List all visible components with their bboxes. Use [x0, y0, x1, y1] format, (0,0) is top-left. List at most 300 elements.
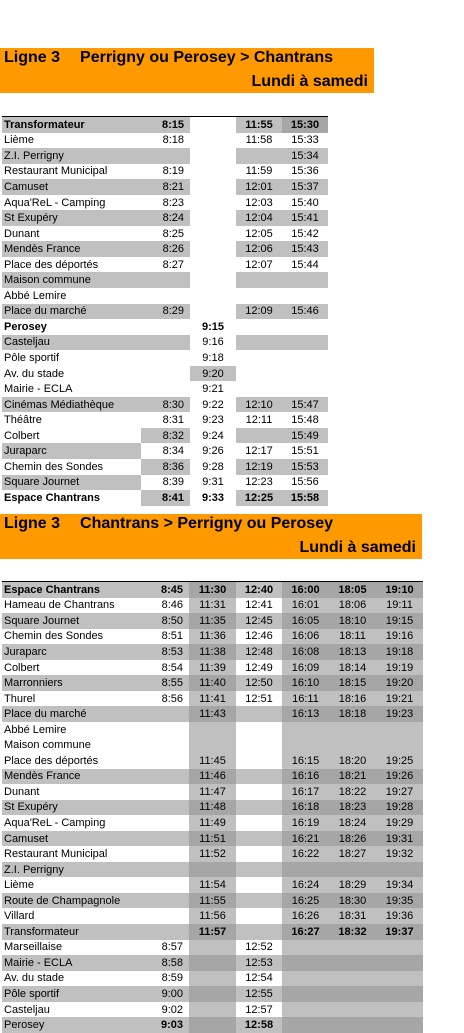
departure-time: 15:44: [291, 258, 319, 271]
table-row: [2, 908, 423, 924]
departure-time: [376, 862, 423, 878]
stop-name: Lième: [4, 134, 34, 147]
departure-time: [376, 971, 423, 987]
table-row: [2, 272, 328, 288]
departure-time: [329, 1017, 376, 1033]
departure-time: 12:46: [245, 630, 273, 643]
departure-time: 11:55: [236, 117, 282, 133]
table-row: [2, 490, 328, 506]
section1-days: Lundi à samedi: [251, 73, 368, 90]
departure-time: 8:15: [141, 117, 190, 133]
departure-time: 9:03: [141, 1017, 189, 1033]
departure-time: 15:36: [291, 165, 319, 178]
departure-time: 12:03: [245, 196, 273, 209]
departure-time: [190, 164, 236, 180]
departure-time: 12:45: [236, 613, 282, 629]
departure-time: [236, 753, 282, 769]
departure-time: 16:06: [282, 629, 329, 645]
departure-time: 8:56: [161, 692, 183, 705]
departure-time: 18:32: [329, 924, 376, 940]
departure-time: 8:25: [162, 227, 184, 240]
departure-time: 18:27: [329, 846, 376, 862]
line-label: Ligne 3: [4, 49, 61, 66]
table-row: [2, 862, 423, 878]
table-row: [2, 831, 423, 847]
departure-time: [236, 319, 282, 335]
departure-time: [282, 862, 329, 878]
departure-time: [376, 1002, 423, 1018]
departure-time: 15:41: [282, 210, 328, 226]
stop-name: Cinémas Médiathèque: [2, 397, 141, 413]
stop-name: Mairie - ECLA: [4, 383, 73, 396]
table-row: [2, 179, 328, 195]
departure-time: [141, 846, 189, 862]
table-row: [2, 815, 423, 831]
departure-time: 8:55: [141, 675, 189, 691]
table-row: [2, 133, 328, 149]
stop-name: Restaurant Municipal: [4, 165, 108, 178]
departure-time: 8:39: [162, 476, 184, 489]
departure-time: 11:31: [189, 598, 236, 614]
departure-time: 12:11: [245, 414, 273, 427]
stop-name: Lième: [4, 879, 34, 892]
table-row: [2, 784, 423, 800]
departure-time: 18:15: [329, 675, 376, 691]
departure-time: 15:43: [282, 241, 328, 257]
departure-time: [376, 955, 423, 971]
departure-time: 11:40: [189, 675, 236, 691]
departure-time: 16:17: [282, 784, 329, 800]
stop-name: Camuset: [2, 831, 141, 847]
departure-time: 19:21: [376, 691, 423, 707]
departure-time: [190, 288, 236, 304]
departure-time: 18:11: [329, 629, 376, 645]
departure-time: [329, 862, 376, 878]
stop-name: Transformateur: [2, 117, 141, 133]
stop-name: Pôle sportif: [4, 351, 60, 364]
departure-time: [282, 335, 328, 351]
departure-time: [190, 195, 236, 211]
departure-time: 9:22: [202, 398, 224, 411]
departure-time: 8:57: [161, 941, 183, 954]
table-row: [2, 226, 328, 242]
table-row: [2, 986, 423, 1002]
table-row: [2, 241, 328, 257]
departure-time: [141, 908, 189, 924]
departure-time: [141, 924, 189, 940]
departure-time: 12:06: [236, 241, 282, 257]
departure-time: 16:01: [282, 598, 329, 614]
table-row: [2, 613, 423, 629]
section2-banner: [0, 514, 422, 559]
departure-time: 11:55: [189, 893, 236, 909]
departure-time: [141, 350, 190, 366]
departure-time: 18:23: [329, 800, 376, 816]
departure-time: 11:38: [189, 644, 236, 660]
departure-time: [236, 877, 282, 893]
table-row: [2, 304, 328, 320]
departure-time: 18:06: [329, 598, 376, 614]
table-row: [2, 940, 423, 956]
departure-time: [190, 148, 236, 164]
departure-time: 9:28: [202, 460, 224, 473]
table-row: [2, 117, 328, 133]
departure-time: 19:16: [376, 629, 423, 645]
departure-time: 8:31: [162, 414, 184, 427]
departure-time: [190, 272, 236, 288]
table-row: [2, 1002, 423, 1018]
stop-name: Restaurant Municipal: [4, 848, 108, 861]
departure-time: 19:26: [376, 769, 423, 785]
departure-time: 15:51: [291, 445, 319, 458]
departure-time: 8:29: [141, 304, 190, 320]
departure-time: 12:07: [245, 258, 273, 271]
departure-time: 19:25: [376, 753, 423, 769]
table-row: [2, 877, 423, 893]
table-row: [2, 955, 423, 971]
departure-time: 19:19: [376, 660, 423, 676]
stop-name: Av. du stade: [4, 367, 65, 380]
departure-time: [141, 769, 189, 785]
table-row: [2, 598, 423, 614]
departure-time: 8:34: [162, 445, 184, 458]
departure-time: [236, 737, 282, 753]
departure-time: 19:20: [376, 675, 423, 691]
table-row: [2, 722, 423, 738]
departure-time: 16:11: [282, 691, 329, 707]
stop-name: Route de Champagnole: [2, 893, 141, 909]
stop-name: Maison commune: [2, 272, 141, 288]
departure-time: 16:09: [282, 660, 329, 676]
departure-time: [189, 986, 236, 1002]
departure-time: [236, 862, 282, 878]
departure-time: [282, 366, 328, 382]
route-label: Perrigny ou Perosey > Chantrans: [80, 49, 333, 66]
departure-time: 8:51: [161, 630, 183, 643]
stop-name: Casteljau: [4, 1003, 50, 1016]
departure-time: 19:29: [376, 815, 423, 831]
stop-name: Chemin des Sondes: [4, 630, 104, 643]
table-row: [2, 397, 328, 413]
departure-time: [236, 784, 282, 800]
departure-time: 8:46: [161, 599, 183, 612]
departure-time: [190, 257, 236, 273]
departure-time: 19:28: [376, 800, 423, 816]
departure-time: 12:09: [236, 304, 282, 320]
departure-time: 12:40: [236, 582, 282, 598]
departure-time: [376, 986, 423, 1002]
table-row: [2, 428, 328, 444]
stop-name: Espace Chantrans: [4, 491, 100, 504]
departure-time: [236, 428, 282, 444]
departure-time: [236, 366, 282, 382]
departure-time: [190, 179, 236, 195]
departure-time: 19:27: [376, 784, 423, 800]
departure-time: 8:59: [161, 972, 183, 985]
stop-name: Colbert: [4, 661, 40, 674]
table-row: [2, 706, 423, 722]
table-row: [2, 1017, 423, 1033]
departure-time: 16:24: [282, 877, 329, 893]
departure-time: [329, 737, 376, 753]
departure-time: 16:22: [282, 846, 329, 862]
departure-time: [141, 381, 190, 397]
departure-time: 19:10: [376, 582, 423, 598]
stop-name: Hameau de Chantrans: [4, 599, 115, 612]
departure-time: 12:50: [236, 675, 282, 691]
table-row: [2, 737, 423, 753]
table-row: [2, 769, 423, 785]
table-row: [2, 319, 328, 335]
departure-time: [141, 815, 189, 831]
departure-time: 16:05: [282, 613, 329, 629]
departure-time: 18:16: [329, 691, 376, 707]
stop-name: Place des déportés: [4, 258, 99, 271]
table-row: [2, 335, 328, 351]
departure-time: [141, 800, 189, 816]
departure-time: 15:46: [282, 304, 328, 320]
stop-name: Place des déportés: [4, 754, 99, 767]
departure-time: [236, 335, 282, 351]
section2-title: [4, 515, 333, 533]
departure-time: [236, 893, 282, 909]
departure-time: 15:42: [291, 227, 319, 240]
departure-time: 11:46: [189, 769, 236, 785]
departure-time: [190, 117, 236, 133]
stop-name: Abbé Lemire: [4, 289, 67, 302]
section1-title: [4, 49, 333, 67]
departure-time: [141, 366, 190, 382]
departure-time: 8:19: [162, 165, 184, 178]
departure-time: 8:45: [141, 582, 189, 598]
departure-time: [282, 272, 328, 288]
table-row: [2, 164, 328, 180]
departure-time: 11:39: [189, 660, 236, 676]
departure-time: [189, 737, 236, 753]
departure-time: 18:14: [329, 660, 376, 676]
stop-name: Place du marché: [2, 706, 141, 722]
table-row: [2, 691, 423, 707]
departure-time: 8:36: [141, 459, 190, 475]
departure-time: [141, 706, 189, 722]
departure-time: 16:13: [282, 706, 329, 722]
departure-time: [282, 986, 329, 1002]
stop-name: Square Journet: [2, 475, 141, 491]
departure-time: 15:58: [282, 490, 328, 506]
timetable-section1: [2, 116, 328, 506]
departure-time: [141, 893, 189, 909]
departure-time: [236, 815, 282, 831]
departure-time: 12:04: [236, 210, 282, 226]
table-row: [2, 366, 328, 382]
departure-time: 9:21: [202, 383, 224, 396]
departure-time: 11:35: [189, 613, 236, 629]
stop-name: Square Journet: [2, 613, 141, 629]
departure-time: [190, 241, 236, 257]
departure-time: [190, 304, 236, 320]
departure-time: 19:15: [376, 613, 423, 629]
stop-name: Abbé Lemire: [4, 723, 67, 736]
departure-time: 15:40: [291, 196, 319, 209]
table-row: [2, 846, 423, 862]
departure-time: [236, 288, 282, 304]
table-row: [2, 800, 423, 816]
departure-time: 15:56: [291, 476, 319, 489]
departure-time: 18:22: [329, 784, 376, 800]
departure-time: 16:18: [282, 800, 329, 816]
departure-time: 11:52: [189, 846, 236, 862]
departure-time: 11:56: [189, 908, 236, 924]
table-row: [2, 660, 423, 676]
departure-time: [141, 722, 189, 738]
stop-name: Z.I. Perrigny: [2, 862, 141, 878]
departure-time: 11:43: [189, 706, 236, 722]
stop-name: Av. du stade: [4, 972, 65, 985]
departure-time: 12:25: [236, 490, 282, 506]
departure-time: [190, 133, 236, 149]
departure-time: 12:58: [236, 1017, 282, 1033]
departure-time: [282, 1002, 329, 1018]
departure-time: 19:36: [376, 908, 423, 924]
departure-time: 19:18: [376, 644, 423, 660]
departure-time: 11:49: [189, 815, 236, 831]
departure-time: 11:54: [189, 877, 236, 893]
departure-time: 16:21: [282, 831, 329, 847]
line-label: Ligne 3: [4, 515, 61, 532]
departure-time: [141, 335, 190, 351]
departure-time: [189, 862, 236, 878]
departure-time: 9:33: [201, 491, 225, 504]
stop-name: Pôle sportif: [2, 986, 141, 1002]
stop-name: Théâtre: [4, 414, 42, 427]
departure-time: 18:18: [329, 706, 376, 722]
departure-time: 8:24: [141, 210, 190, 226]
departure-time: [190, 210, 236, 226]
departure-time: 9:26: [202, 445, 224, 458]
departure-time: [141, 272, 190, 288]
departure-time: [376, 722, 423, 738]
departure-time: 18:13: [329, 644, 376, 660]
departure-time: 9:23: [202, 414, 224, 427]
departure-time: [190, 226, 236, 242]
departure-time: [189, 940, 236, 956]
departure-time: 15:48: [291, 414, 319, 427]
departure-time: [236, 272, 282, 288]
departure-time: [236, 846, 282, 862]
section2-days: Lundi à samedi: [299, 539, 416, 556]
departure-time: [236, 706, 282, 722]
stop-name: Place du marché: [2, 304, 141, 320]
stop-name: Juraparc: [2, 644, 141, 660]
departure-time: [141, 319, 190, 335]
stop-name: Villard: [4, 910, 35, 923]
departure-time: 16:25: [282, 893, 329, 909]
stop-name: Perosey: [4, 320, 47, 333]
departure-time: 15:30: [282, 117, 328, 133]
departure-time: 12:52: [245, 941, 273, 954]
stop-name: Mendès France: [2, 241, 141, 257]
departure-time: 9:20: [190, 366, 236, 382]
departure-time: 19:31: [376, 831, 423, 847]
departure-time: 18:31: [329, 908, 376, 924]
departure-time: 12:17: [245, 445, 273, 458]
departure-time: [282, 381, 328, 397]
departure-time: 12:10: [236, 397, 282, 413]
table-row: [2, 893, 423, 909]
departure-time: [141, 877, 189, 893]
departure-time: [141, 148, 190, 164]
stop-name: Mendès France: [2, 769, 141, 785]
departure-time: [282, 955, 329, 971]
departure-time: 19:32: [376, 846, 423, 862]
table-row: [2, 629, 423, 645]
departure-time: 9:18: [202, 351, 224, 364]
departure-time: 18:30: [329, 893, 376, 909]
departure-time: [282, 319, 328, 335]
departure-time: 12:23: [245, 476, 273, 489]
departure-time: 11:51: [189, 831, 236, 847]
departure-time: 12:41: [245, 599, 273, 612]
departure-time: [141, 831, 189, 847]
departure-time: 9:31: [202, 476, 224, 489]
departure-time: [329, 971, 376, 987]
departure-time: 11:45: [189, 753, 236, 769]
departure-time: [236, 381, 282, 397]
table-row: [2, 195, 328, 211]
departure-time: 12:51: [245, 692, 273, 705]
stop-name: Z.I. Perrigny: [2, 148, 141, 164]
departure-time: [189, 971, 236, 987]
departure-time: 16:15: [282, 753, 329, 769]
departure-time: 11:59: [245, 165, 273, 178]
table-row: [2, 412, 328, 428]
departure-time: 15:33: [291, 134, 319, 147]
departure-time: 19:35: [376, 893, 423, 909]
stop-name: Chemin des Sondes: [4, 460, 104, 473]
departure-time: [236, 148, 282, 164]
departure-time: [282, 971, 329, 987]
departure-time: [329, 986, 376, 1002]
departure-time: 11:57: [189, 924, 236, 940]
timetable-section2: [2, 581, 423, 1033]
departure-time: 19:11: [376, 598, 423, 614]
departure-time: [236, 722, 282, 738]
table-row: [2, 257, 328, 273]
stop-name: Transformateur: [2, 924, 141, 940]
departure-time: 16:16: [282, 769, 329, 785]
section1-banner: [0, 48, 374, 93]
departure-time: 12:49: [245, 661, 273, 674]
table-row: [2, 148, 328, 164]
stop-name: Mairie - ECLA: [2, 955, 141, 971]
departure-time: 19:37: [376, 924, 423, 940]
departure-time: 8:32: [141, 428, 190, 444]
departure-time: [189, 1017, 236, 1033]
departure-time: 12:57: [245, 1003, 273, 1016]
departure-time: 15:34: [282, 148, 328, 164]
departure-time: 18:05: [329, 582, 376, 598]
departure-time: 12:48: [236, 644, 282, 660]
departure-time: 9:16: [202, 336, 224, 349]
table-row: [2, 210, 328, 226]
stop-name: Marronniers: [2, 675, 141, 691]
departure-time: 12:19: [236, 459, 282, 475]
departure-time: 19:34: [376, 877, 423, 893]
stop-name: Perosey: [2, 1017, 141, 1033]
table-row: [2, 971, 423, 987]
table-row: [2, 288, 328, 304]
departure-time: 12:54: [245, 972, 273, 985]
